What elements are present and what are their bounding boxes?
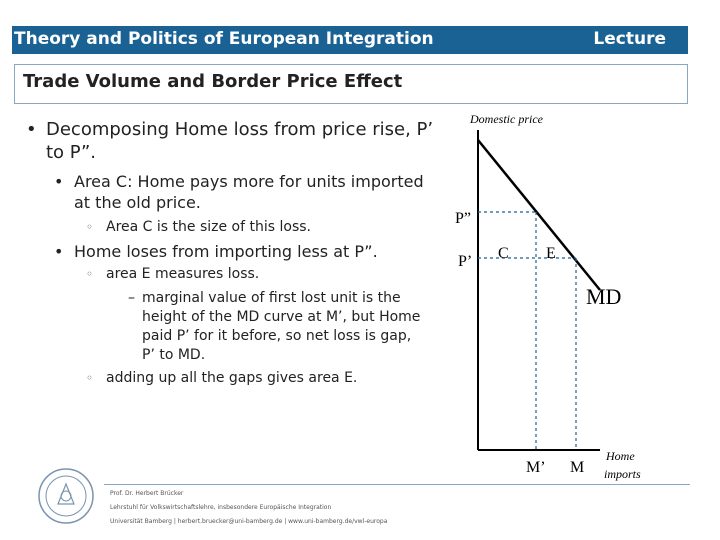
bullet-text: marginal value of first lost unit is the height of the MD curve at M’, but Home paid P’ for it before, so net loss is gap, P’ to MD. — [142, 290, 421, 363]
md-curve — [478, 140, 600, 290]
md-label: MD — [586, 284, 622, 309]
bullet-text: Area C: Home pays more for units imported at the old price. — [74, 172, 424, 212]
x-axis-label-line2: imports — [604, 467, 641, 481]
bullet-marker-icon: ◦ — [86, 371, 94, 385]
bullet-marker-icon: ◦ — [86, 220, 94, 234]
bullet-marker-icon: ◦ — [86, 267, 94, 281]
lecture-label: Lecture — [593, 29, 666, 49]
m-label: M — [570, 459, 585, 476]
p-single-label: P’ — [458, 253, 473, 270]
bullet-icon: • — [54, 172, 64, 191]
university-seal-icon — [36, 466, 96, 526]
area-e-label: E — [546, 245, 556, 262]
footer-chair: Lehrstuhl für Volkswirtschaftslehre, insbesondere Europäische Integration — [110, 504, 332, 511]
m-prime-label: M’ — [526, 459, 546, 476]
footer-contact: Universität Bamberg | herbert.bruecker@uni-bamberg.de | www.uni-bamberg.de/vwl-europa — [110, 518, 388, 525]
bullet-text: Home loses from importing less at P”. — [74, 242, 378, 261]
bullet-text: area E measures loss. — [106, 266, 260, 282]
x-axis-label-line1: Home — [606, 449, 635, 463]
y-axis-label: Domestic price — [470, 112, 543, 126]
bullet-text: Area C is the size of this loss. — [106, 219, 311, 235]
bullet-text: adding up all the gaps gives area E. — [106, 370, 358, 386]
bullet-icon: • — [26, 119, 37, 140]
bullet-text: Decomposing Home loss from price rise, P’ to P”. — [46, 119, 434, 163]
footer-divider — [104, 484, 690, 485]
dash-marker: – — [128, 290, 135, 306]
slide-subtitle: Trade Volume and Border Price Effect — [23, 71, 403, 92]
area-c-label: C — [498, 245, 509, 262]
footer-author: Prof. Dr. Herbert Brücker — [110, 490, 184, 497]
p-double-label: P” — [455, 210, 471, 227]
course-title: Theory and Politics of European Integration — [14, 29, 434, 49]
bullet-icon: • — [54, 242, 64, 261]
